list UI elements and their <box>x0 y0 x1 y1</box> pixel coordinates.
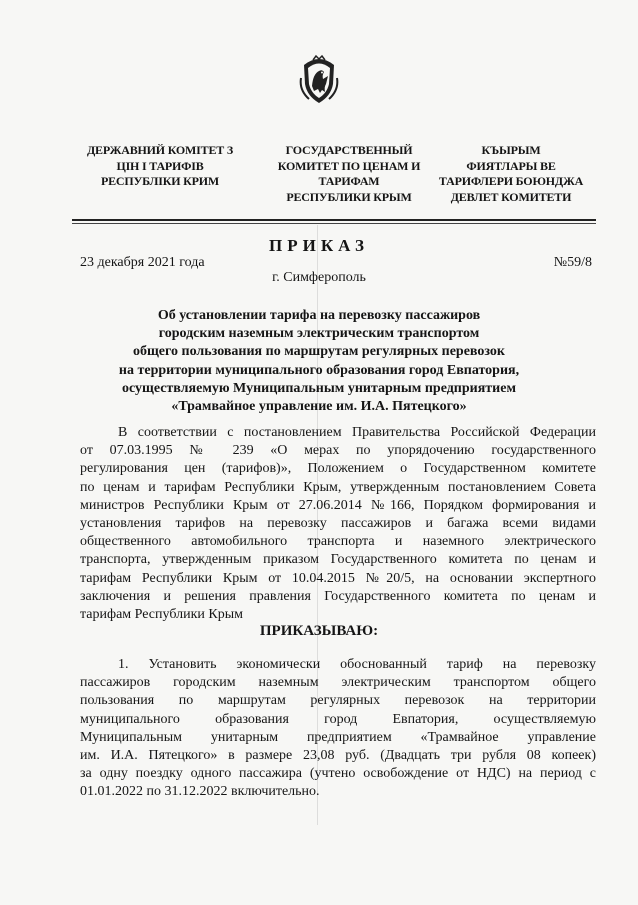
subject-line: осуществляемую Муниципальным унитарным предприятием <box>121 380 516 396</box>
header-russian <box>259 143 439 205</box>
header-line: КЪЫРЫМ <box>481 143 541 157</box>
header-line: РЕСПУБЛІКИ КРИМ <box>100 174 220 188</box>
header-line: ДЕРЖАВНИЙ КОМІТЕТ З <box>87 143 233 157</box>
subject-line: Об установлении тарифа на перевозку пассажиров <box>157 308 481 323</box>
item-line: пользования по маршрутам регулярных перевозок на территории <box>80 693 596 709</box>
header-divider-thick <box>72 219 596 221</box>
preamble-line: заключения и решения правления Государственного комитета по ценам и <box>80 588 596 604</box>
document-city: г. Симферополь <box>272 270 366 285</box>
document-number: №59/8 <box>553 255 592 270</box>
header-line: ФИЯТЛАРЫ ВЕ <box>466 158 556 173</box>
header-ukrainian <box>70 143 250 190</box>
header-line: ЦІН І ТАРИФІВ <box>116 158 204 173</box>
header-line: РЕСПУБЛИКИ КРЫМ <box>286 189 412 204</box>
header-line: ГОСУДАРСТВЕННЫЙ <box>285 143 413 157</box>
preamble-line: по ценам и тарифам Республики Крым, утвержденным постановлением Совета <box>80 479 596 495</box>
order-item-1 <box>80 656 596 802</box>
preamble-line: тарифам Республики Крым от 10.04.2015 №20/5, на основании экспертного <box>80 570 596 586</box>
item-line: 1. Установить экономически обоснованный тариф на перевозку <box>118 657 596 672</box>
header-line: КОМИТЕТ ПО ЦЕНАМ И <box>277 158 421 173</box>
item-line: пассажиров городским наземным электрическим транспортом общего <box>80 675 596 691</box>
item-line: 01.01.2022 по 31.12.2022 включительно. <box>80 784 320 800</box>
header-crimean-tatar <box>421 143 601 205</box>
header-line: ТАРИФАМ <box>318 174 380 188</box>
document-title: ПРИКАЗ <box>269 236 369 255</box>
item-line: муниципального образования город Евпатория, осуществляемую <box>80 711 596 727</box>
item-line: за одну поездку одного пассажира (учтено освобождение от НДС) на период с <box>80 766 596 782</box>
preamble-line: тарифам Республики Крым <box>80 606 243 622</box>
order-heading: ПРИКАЗЫВАЮ: <box>259 623 379 639</box>
subject-line: «Трамвайное управление им. И.А. Пятецкого» <box>171 399 467 415</box>
header-divider-thin <box>72 223 596 224</box>
subject-line: общего пользования по маршрутам регулярных перевозок <box>132 344 506 360</box>
document-date: 23 декабря 2021 года <box>80 255 205 270</box>
preamble-line: установления тарифов на перевозку пассажиров и багажа всеми видами <box>80 515 596 531</box>
subject-line: на территории муниципального образования город Евпатория, <box>118 362 520 378</box>
header-line: ТАРИФЛЕРИ БОЮНДЖА <box>438 174 584 188</box>
preamble-line: В соответствии с постановлением Правительства Российской Федерации <box>118 425 596 440</box>
header-line: ДЕВЛЕТ КОМИТЕТИ <box>450 189 572 204</box>
preamble-line: транспорта, утвержденным приказом Государственного комитета по ценам и <box>80 552 596 568</box>
preamble-line: министров Республики Крым от 27.06.2014 №166, Порядком формирования и <box>80 497 596 513</box>
crimea-coat-of-arms-icon <box>298 54 340 104</box>
preamble-line: общественного автомобильного транспорта и наземного электрического <box>80 534 596 550</box>
item-line: Муниципальным унитарным предприятием «Трамвайное управление <box>80 729 596 745</box>
document-subject <box>60 307 578 416</box>
preamble-line: от 07.03.1995 № 239 «О мерах по упорядочению государственного <box>80 443 596 459</box>
preamble-paragraph <box>80 424 596 624</box>
preamble-line: регулирования цен (тарифов)», Положением о Государственном комитете <box>80 461 596 477</box>
subject-line: городским наземным электрическим транспортом <box>158 326 480 342</box>
item-line: им. И.А. Пятецкого» в размере 23,08 руб. (Двадцать три рубля 08 копеек) <box>80 747 596 763</box>
